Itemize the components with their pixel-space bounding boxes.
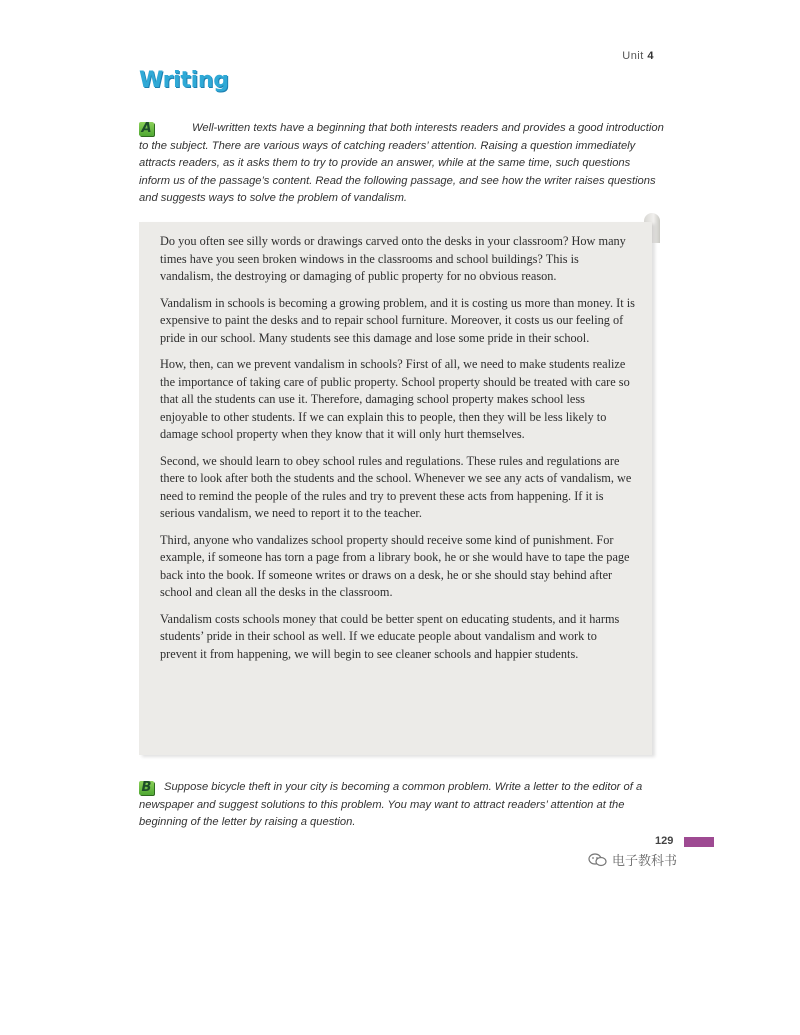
section-b-instruction-block [139, 779, 669, 832]
watermark-text: 电子教科书 [612, 853, 678, 868]
watermark [588, 850, 677, 869]
passage-paragraph: Vandalism costs schools money that could be better spent on educating students, and it harms students’ pride in their school as well. If we educate people about vandalism and work to prevent it from happening, we will begin to see cleaner schools and happier students. [160, 611, 620, 661]
wechat-icon [588, 853, 608, 867]
section-a-instruction-block [139, 120, 664, 208]
passage [160, 233, 635, 672]
passage-paragraph: Third, anyone who vandalizes school property should receive some kind of punishment. For example, if someone has torn a page from a library book, he or she would have to tape the page back into the book. If someone writes or draws on a desk, he or she should stay behind after school and clean all the desks in the classroom. [160, 532, 630, 599]
section-title: Writing [139, 68, 229, 93]
section-a-badge: A [139, 122, 154, 136]
passage-paragraph: Second, we should learn to obey school rules and regulations. These rules and regulations are there to look after both the students and the school. Whenever we see any acts of vandalism, we need to remind the people of the rules and try to prevent these acts from happening. If it is serious vandalism, we need to report it to the teacher. [160, 453, 632, 520]
passage-paragraph: Do you often see silly words or drawings carved onto the desks in your classroom? How many times have you seen broken windows in the classrooms and school buildings? This is vandalism, the destroying or damaging of public property for no obvious reason. [160, 234, 626, 283]
passage-paragraph: How, then, can we prevent vandalism in schools? First of all, we need to make students realize the importance of taking care of public property. School property should be treated with care so that all the students can use it. Therefore, damaging school property makes school less enjoyable to other students. If we can explain this to people, then they will be less likely to damage school property when they know that it will only hurt themselves. [160, 357, 630, 441]
section-b-instruction: Suppose bicycle theft in your city is becoming a common problem. Write a letter to the editor of a newspaper and suggest solutions to this problem. You may want to attract readers’ attention at the beginning of the letter by raising a question. [139, 781, 643, 828]
section-b-badge: B [139, 781, 154, 795]
page-number: 129 [655, 835, 674, 847]
passage-paragraph: Vandalism in schools is becoming a growing problem, and it is costing us more than money. It is expensive to paint the desks and to repair school furniture. Moreover, it costs us our feeling of pride in our school. Many students see this damage and lose some pride in their school. [160, 295, 635, 345]
unit-label [622, 50, 654, 62]
unit-number: 4 [647, 50, 654, 62]
unit-label-text: Unit [622, 50, 644, 62]
page-number-bar [684, 837, 714, 847]
section-a-instruction: Well-written texts have a beginning that both interests readers and provides a good introduction to the subject. There are various ways of catching readers’ attention. Raising a question immediately attracts readers, as it asks them to try to provide an answer, while at the same time, such questions inform us of the passage’s content. Read the following passage, and see how the writer raises questions and suggests ways to solve the problem of vandalism. [139, 122, 664, 204]
